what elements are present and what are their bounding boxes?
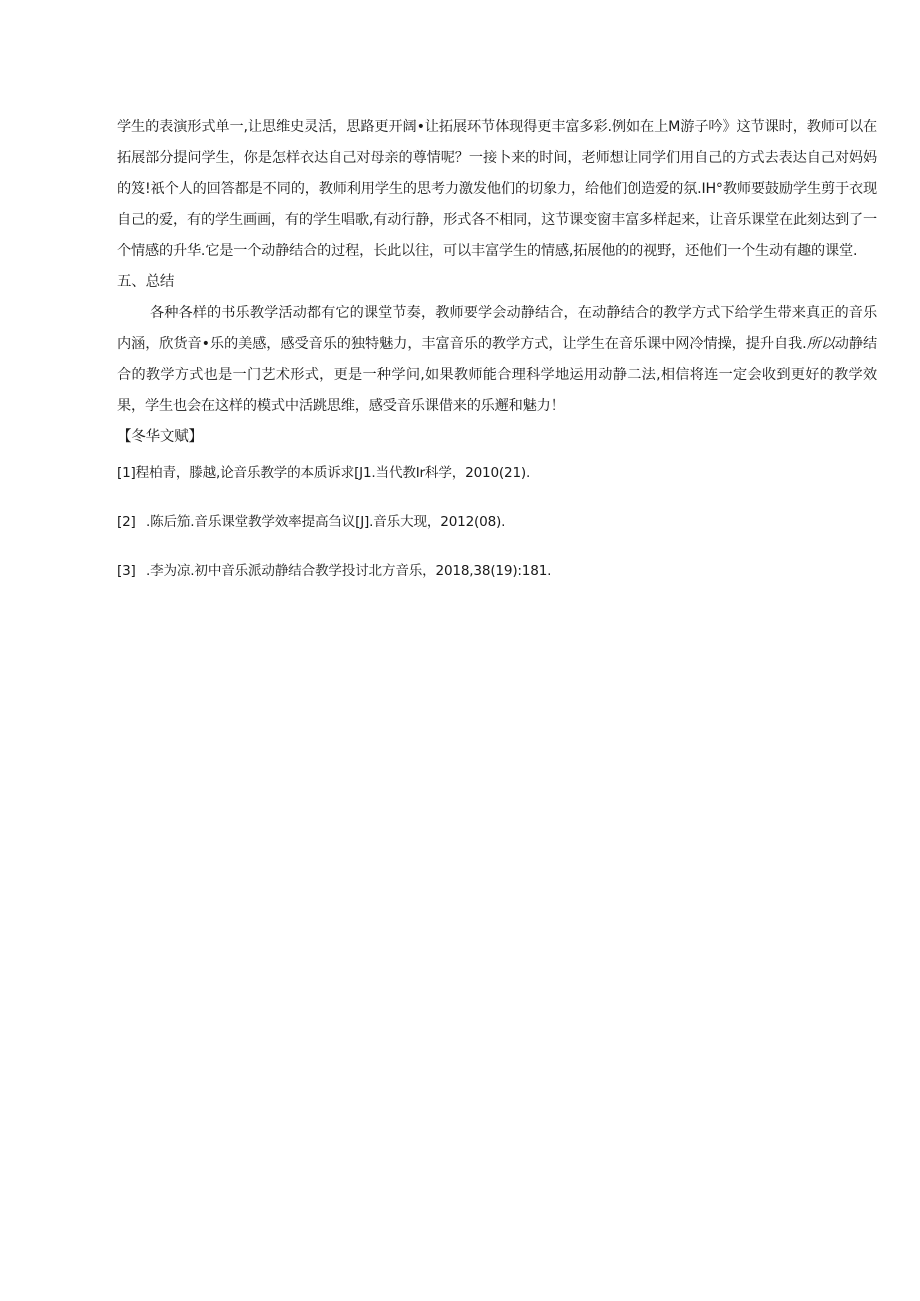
summary-text-part2: 动静结合的教学方式也是一门艺术形式，更是一种学问,如果教师能合理科学地运用动静二法,相信将连一定会收到更好的教学效果，学生也会在这样的模式中活跳思维，感受音乐课借来的乐邂和魅力！	[117, 336, 877, 414]
reference-number: [2]	[117, 514, 136, 530]
reference-list	[117, 462, 877, 582]
summary-text-italic: 所以	[806, 336, 835, 352]
reference-item	[117, 462, 877, 484]
reference-number: [1]	[117, 465, 136, 481]
section-heading-summary: 五、总结	[117, 274, 175, 290]
reference-text: 程柏青，滕越,论音乐教学的本质诉求[J1.当代教Ir科学，2010(21).	[135, 465, 531, 481]
reference-text: .陈后笳.音乐课堂教学效率提高刍议[J].音乐大现，2012(08).	[146, 514, 506, 530]
body-paragraph-continued: 学生的表演形式单一,让思维史灵活，思路更开阔•让拓展环节体现得更丰富多彩.例如在上M游子吟》这节课时，教师可以在拓展部分提问学生，你是怎样衣达自己对母亲的尊情呢？一接卜来的时间，老师想让同学们用自己的方式去表达自己对妈妈的笈!祇个人的回答都是不同的，教师利用学生的思考力激发他们的切象力，给他们创造爱的氛.IH°教师要鼓励学生剪于衣现自己的爱，有的学生画画，有的学生唱歌,有动行静，形式各不相同，这节课变窗丰富多样起来，让音乐课堂在此刻达到了一个情感的升华.它是一个动静结合的过程，长此以往，可以丰富学生的情感,拓展他的的视野，还他们一个生动有趣的课堂.	[117, 119, 877, 259]
reference-item	[117, 560, 877, 582]
references-heading: 【冬华文赋】	[117, 429, 203, 445]
reference-text: .李为凉.初中音乐派动静结合教学投讨北方音乐，2018,38(19):181.	[146, 563, 552, 579]
summary-paragraph	[117, 298, 877, 422]
document-body	[117, 112, 877, 582]
reference-item	[117, 511, 877, 533]
summary-text-part1: 各种各样的书乐教学活动都有它的课堂节奏，教师要学会动静结合，在动静结合的教学方式下给学生带来真正的音乐内涵，欣货音•乐的美感，感受音乐的独特魅力，丰富音乐的教学方式，让学生在音乐课中网冷情操，提升自我.	[117, 305, 877, 352]
reference-number: [3]	[117, 563, 136, 579]
